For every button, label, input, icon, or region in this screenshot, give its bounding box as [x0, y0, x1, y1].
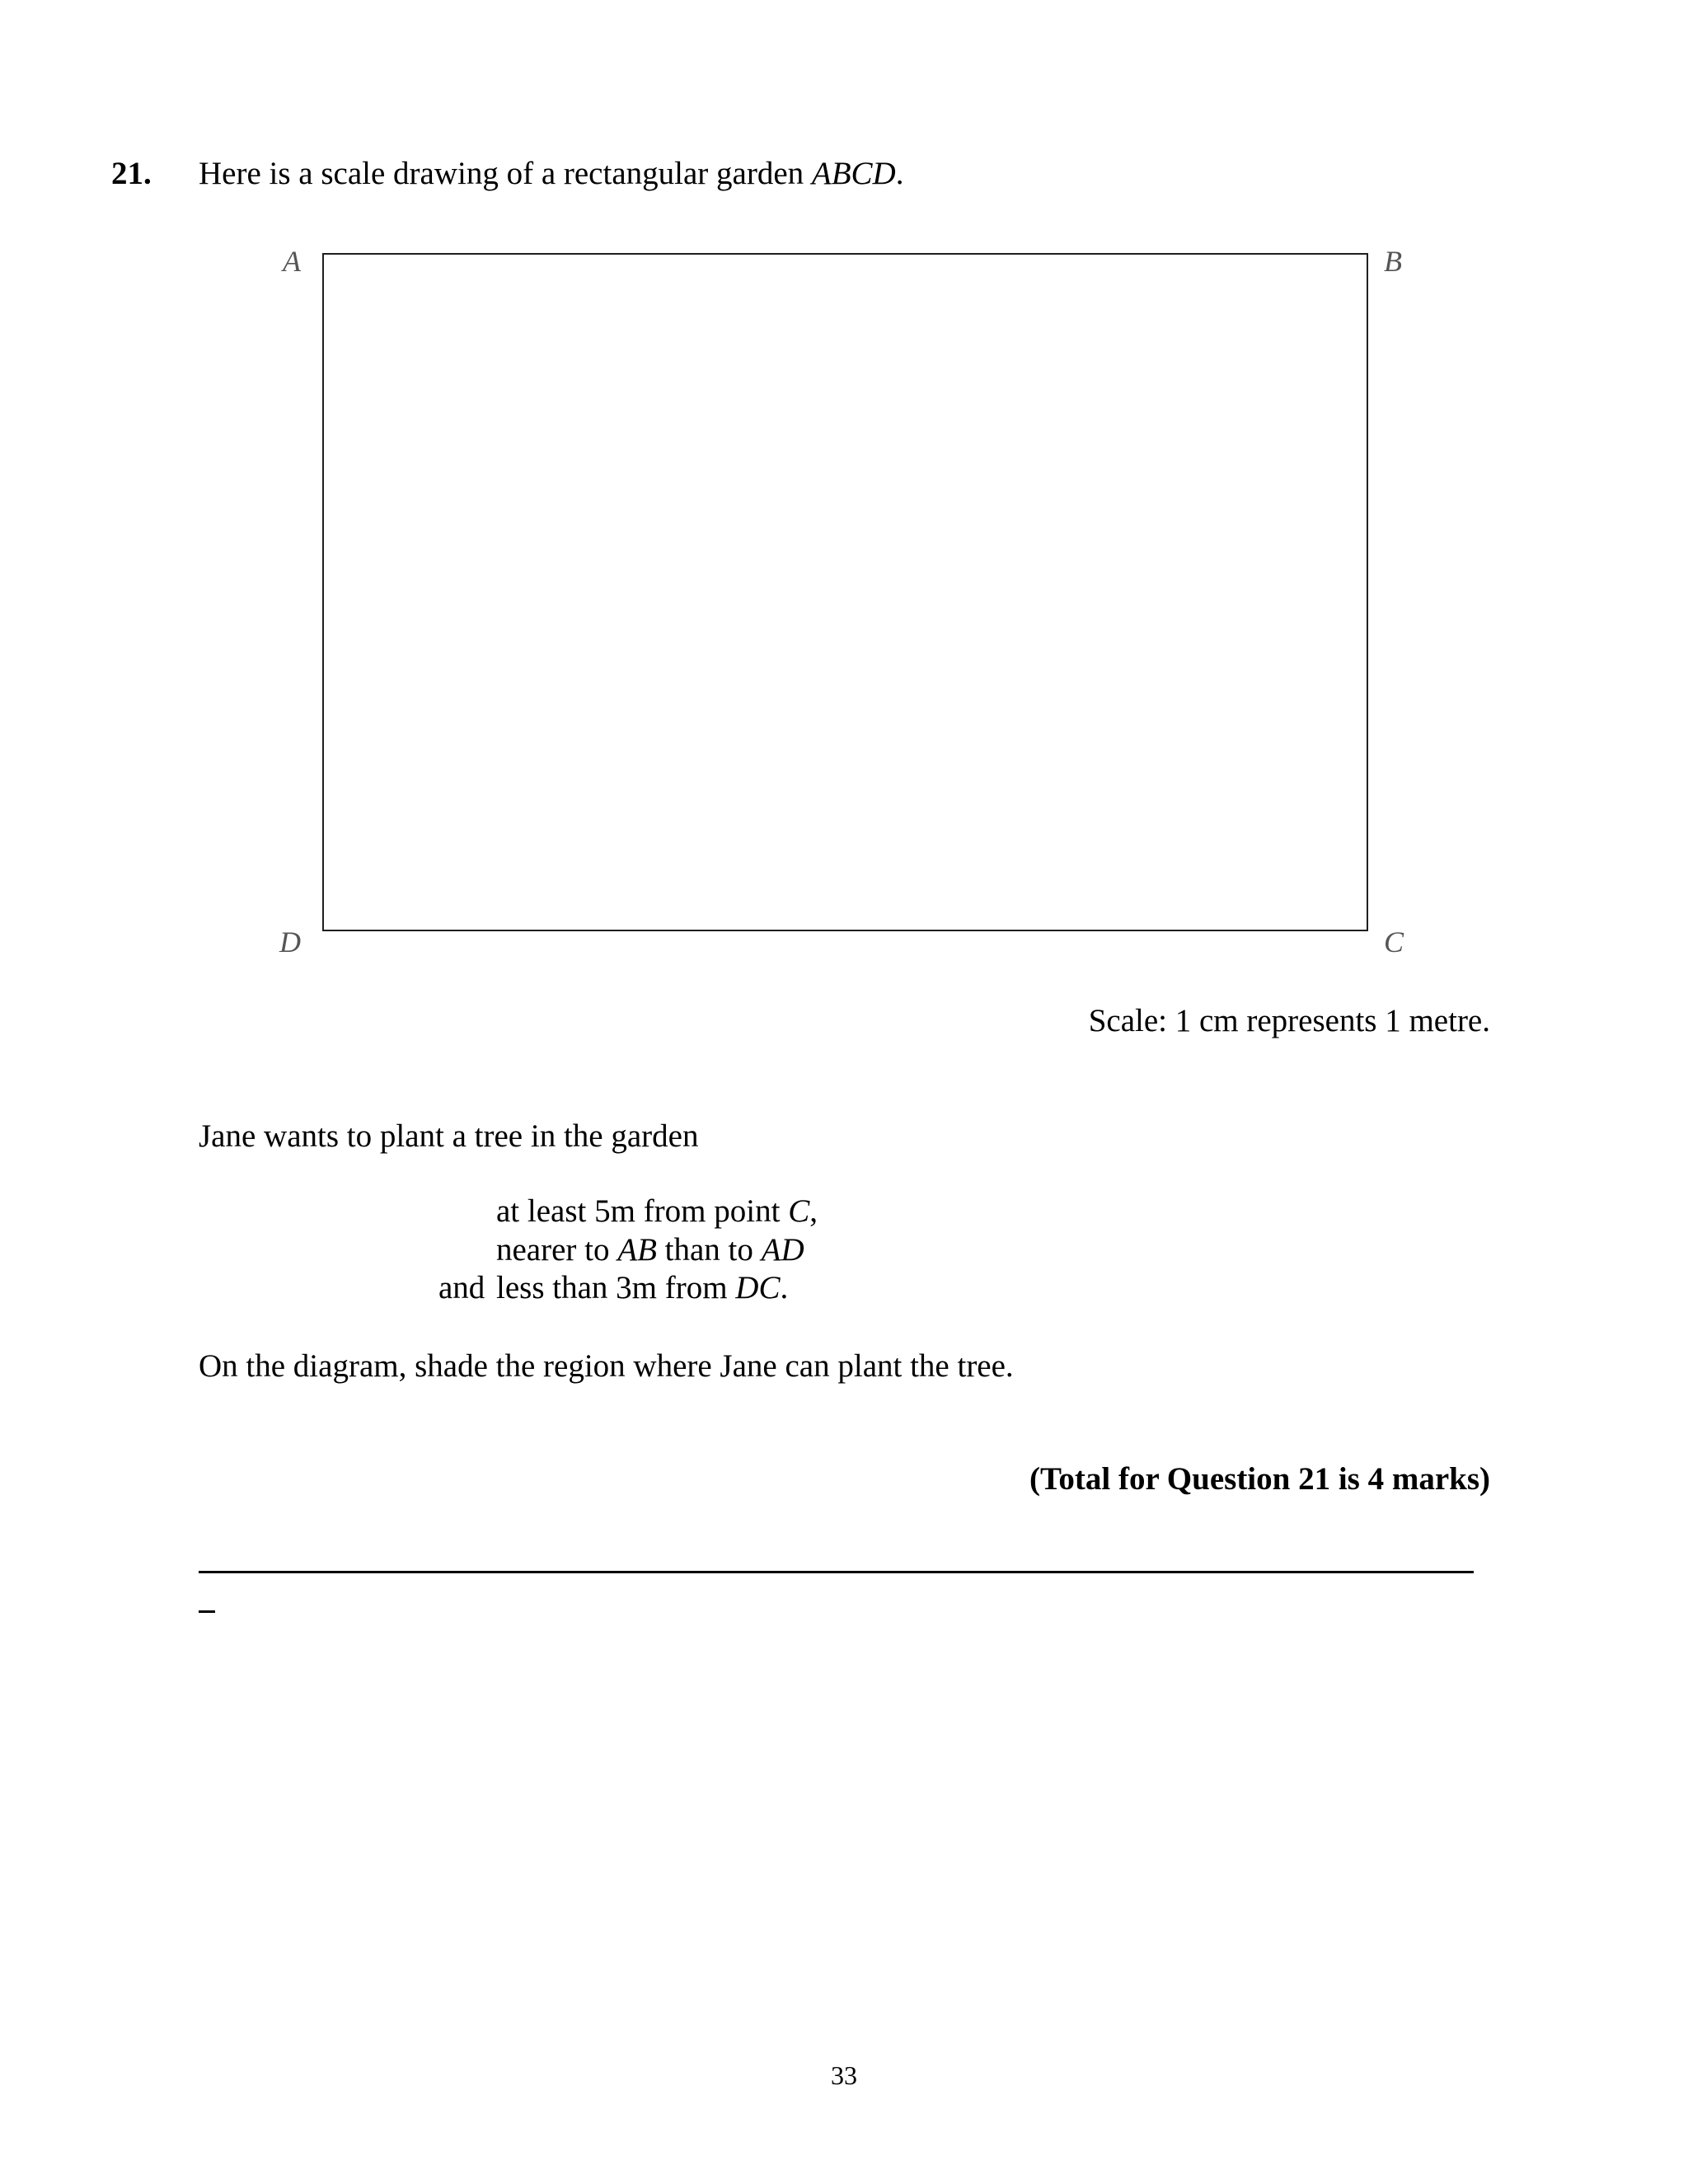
condition-1-point: C — [788, 1193, 810, 1229]
condition-2-line-ab: AB — [617, 1232, 657, 1268]
divider-stub — [199, 1610, 215, 1613]
garden-rectangle[interactable] — [322, 253, 1368, 931]
question-intro-text: Here is a scale drawing of a rectangular garden — [199, 156, 812, 191]
scale-note: Scale: 1 cm represents 1 metre. — [1088, 1003, 1490, 1038]
condition-3-end: . — [780, 1270, 789, 1305]
condition-nearer-ab — [496, 1231, 804, 1268]
corner-label-c: C — [1384, 926, 1404, 958]
question-intro — [199, 155, 903, 192]
corner-label-b: B — [1384, 245, 1402, 278]
condition-2-mid: than to — [656, 1232, 762, 1268]
question-number: 21. — [111, 156, 152, 191]
condition-distance-from-c — [496, 1193, 818, 1230]
condition-2-line-ad: AD — [761, 1232, 804, 1268]
question-intro-end: . — [895, 156, 904, 191]
conditions-intro: Jane wants to plant a tree in the garden — [199, 1118, 699, 1154]
corner-label-d: D — [279, 926, 301, 958]
condition-1-end: , — [809, 1193, 818, 1229]
page-number: 33 — [831, 2060, 857, 2090]
condition-2-text: nearer to — [496, 1232, 618, 1268]
condition-3-text: less than 3m from — [496, 1270, 736, 1305]
condition-3-line-dc: DC — [735, 1270, 781, 1305]
condition-3-prefix: and — [438, 1270, 485, 1305]
garden-label: ABCD — [811, 156, 896, 191]
corner-label-a: A — [283, 245, 301, 278]
instruction-text: On the diagram, shade the region where Jane can plant the tree. — [199, 1348, 1014, 1384]
condition-1-text: at least 5m from point — [496, 1193, 789, 1229]
total-marks: (Total for Question 21 is 4 marks) — [1029, 1461, 1490, 1497]
section-divider — [199, 1571, 1474, 1573]
condition-distance-from-dc — [496, 1269, 788, 1306]
